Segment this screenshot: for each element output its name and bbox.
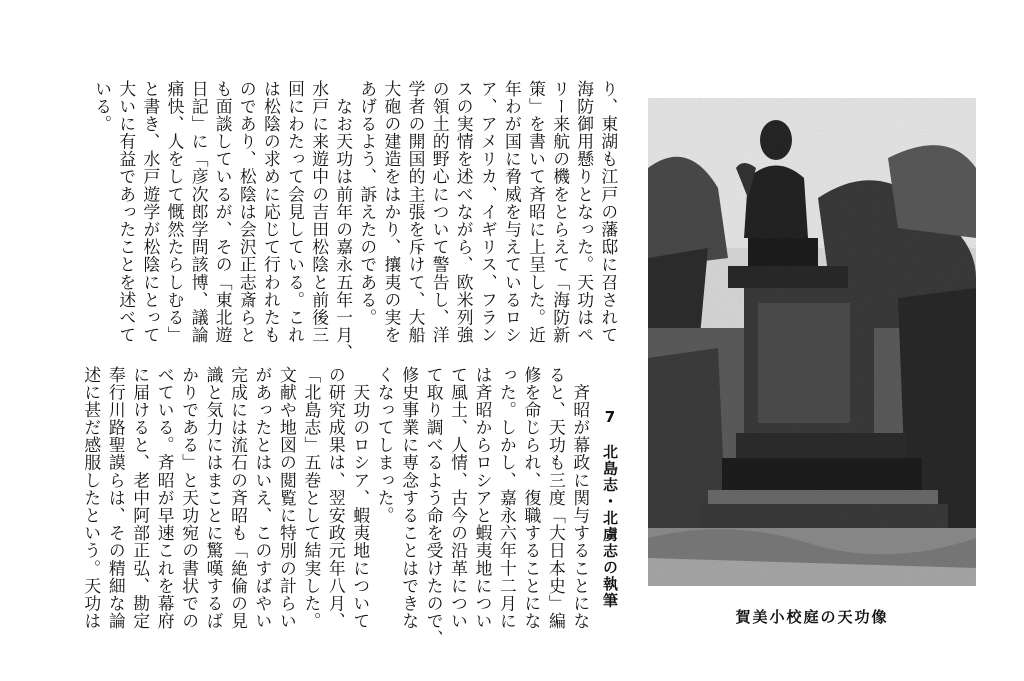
text-column: 回にわたって会見している。これ [285,80,306,344]
text-column: いる。 [92,80,113,133]
text-column: 完成には流石の斉昭も「絶倫の見 [228,366,249,630]
text-column: 述に甚だ感服したという。天功は [81,366,102,630]
text-column: 天功のロシア、蝦夷地について [350,366,371,630]
text-column: ア、アメリカ、イギリス、フラン [478,80,499,344]
photo-caption: 賀美小校庭の天功像 [735,608,889,626]
text-column: スの実情を述べながら、欧米列強 [454,80,475,344]
text-column: あげるよう、訴えたのである。 [357,80,378,327]
text-column: 「北島志」五巻として結実した。 [301,366,322,630]
text-column: は斉昭からロシアと蝦夷地につい [472,366,493,630]
text-column: 大いに有益であったことを述べて [116,80,137,344]
text-column: も面談しているが、その「東北遊 [213,80,234,344]
statue-photo-graphic [648,98,976,586]
text-column: 水戸に来遊中の吉田松陰と前後三 [309,80,330,344]
text-column: 策」を書いて斉昭に上呈した。近 [526,80,547,344]
text-column: 斉昭が幕政に関与することにな [570,366,591,630]
text-column: 修史事業に専念することはできな [399,366,420,630]
text-column: て取り調べるよう命を受けたので、 [424,366,445,648]
text-column: った。しかし、嘉永六年十二月に [497,366,518,630]
text-column: の領土的野心について警告し、洋 [430,80,451,344]
text-column: のであり、松陰は会沢正志斎らと [237,80,258,344]
text-column: に届けると、老中阿部正弘、勘定 [130,366,151,630]
text-column: 年わが国に脅威を与えているロシ [502,80,523,344]
statue-photo [648,98,976,586]
text-column: と書き、水戸遊学が松陰にとって [140,80,161,344]
text-column: 学者の開国的主張を斥けて、大船 [405,80,426,344]
text-column: くなってしまった。 [375,366,396,525]
text-column: て風土、人情、古今の沿革につい [448,366,469,630]
text-column: なお天功は前年の嘉永五年一月、 [333,80,354,362]
text-column: 奉行川路聖謨らは、その精細な論 [106,366,127,630]
text-column: 大砲の建造をはかり、攘夷の実を [381,80,402,344]
section-heading: 7 北島志・北虜志の執筆 [601,408,619,609]
text-column: 識と気力にはまことに驚嘆するば [204,366,225,630]
text-column: かりである」と天功宛の書状での [179,366,200,630]
text-column: ると、天功も三度「大日本史」編 [546,366,567,630]
text-column: 日記」に「彦次郎学問該博、議論 [189,80,210,344]
text-column: り、東湖も江戸の藩邸に召されて [598,80,619,344]
text-column: があったとはいえ、このすばやい [252,366,273,630]
text-column: リー来航の機をとらえて「海防新 [550,80,571,344]
text-column: 痛快、人をして慨然たらしむる」 [164,80,185,344]
text-column: 海防御用懸りとなった。天功はペ [574,80,595,344]
text-column: 文献や地図の閲覧に特別の計らい [277,366,298,630]
text-column: 修を命じられ、復職することにな [521,366,542,630]
text-column: は松陰の求めに応じて行われたも [261,80,282,344]
text-column: の研究成果は、翌安政元年八月、 [326,366,347,630]
text-column: べている。斉昭が早速これを幕府 [155,366,176,630]
